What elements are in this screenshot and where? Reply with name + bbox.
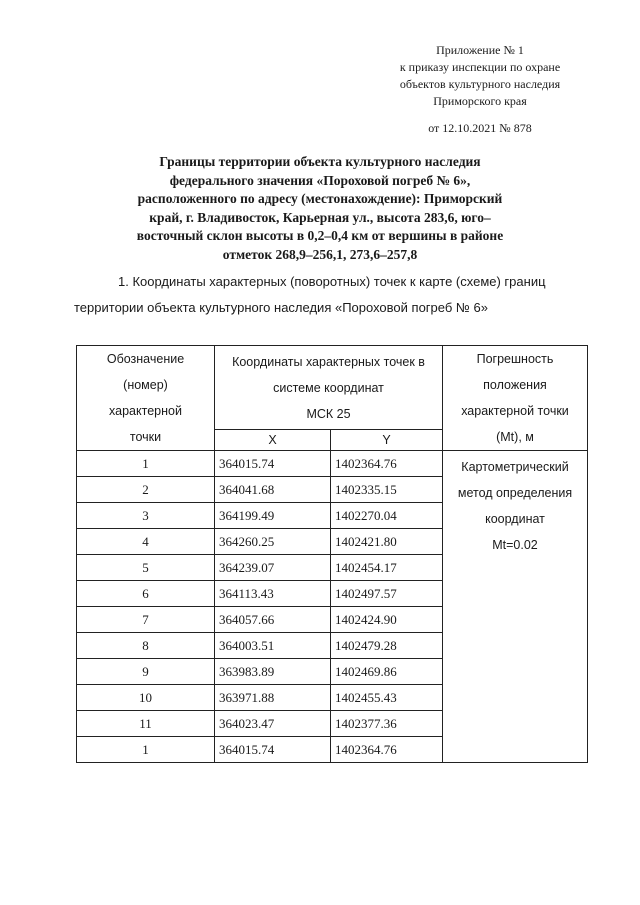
point-number: 3 xyxy=(77,503,215,529)
error-line: координат xyxy=(485,512,545,526)
header-y: Y xyxy=(331,430,443,451)
appendix-line: к приказу инспекции по охране xyxy=(399,60,561,74)
point-number: 4 xyxy=(77,529,215,555)
point-number: 5 xyxy=(77,555,215,581)
header-coordinates xyxy=(215,346,443,430)
coord-y: 1402479.28 xyxy=(331,633,443,659)
coord-x: 364015.74 xyxy=(215,737,331,763)
point-number: 8 xyxy=(77,633,215,659)
title-line: федерального значения «Пороховой погреб № 6», xyxy=(169,172,471,188)
title-line: отметок 268,9–256,1, 273,6–257,8 xyxy=(222,246,418,262)
point-number: 1 xyxy=(77,737,215,763)
coord-y: 1402424.90 xyxy=(331,607,443,633)
appendix-line: Приложение № 1 xyxy=(436,43,524,57)
point-number: 11 xyxy=(77,711,215,737)
coord-y: 1402497.57 xyxy=(331,581,443,607)
coord-y: 1402377.36 xyxy=(331,711,443,737)
coord-y: 1402270.04 xyxy=(331,503,443,529)
header-line: (Mt), м xyxy=(496,430,534,444)
title-line: восточный склон высоты в 0,2–0,4 км от вершины в районе xyxy=(136,228,504,243)
table-row xyxy=(77,451,588,477)
title-line: Границы территории объекта культурного наследия xyxy=(159,154,481,169)
coord-x: 364003.51 xyxy=(215,633,331,659)
appendix-line: Приморского края xyxy=(433,94,527,108)
coord-y: 1402364.76 xyxy=(331,737,443,763)
header-line: Координаты характерных точек в xyxy=(232,354,425,369)
appendix-header xyxy=(380,42,580,137)
coordinates-table xyxy=(76,345,588,763)
header-point-number xyxy=(77,346,215,451)
error-line: Картометрический xyxy=(461,460,569,474)
title-line: край, г. Владивосток, Карьерная ул., высота 283,6, юго– xyxy=(149,209,491,225)
coord-x: 364239.07 xyxy=(215,555,331,581)
coord-x: 363983.89 xyxy=(215,659,331,685)
header-line: точки xyxy=(129,430,162,444)
coord-x: 364057.66 xyxy=(215,607,331,633)
coord-y: 1402364.76 xyxy=(331,451,443,477)
coord-y: 1402455.43 xyxy=(331,685,443,711)
header-error xyxy=(443,346,588,451)
coord-x: 364260.25 xyxy=(215,529,331,555)
header-line: Погрешность xyxy=(476,352,554,366)
header-line: характерной точки xyxy=(461,404,569,418)
header-line: системе координат xyxy=(273,380,384,395)
coord-x: 364199.49 xyxy=(215,503,331,529)
header-line: положения xyxy=(483,378,547,392)
point-number: 6 xyxy=(77,581,215,607)
header-line: Обозначение xyxy=(106,352,185,366)
error-line: метод определения xyxy=(457,486,573,500)
coord-x: 363971.88 xyxy=(215,685,331,711)
point-number: 7 xyxy=(77,607,215,633)
title-line: расположенного по адресу (местонахождение): Приморский xyxy=(137,191,503,206)
point-number: 10 xyxy=(77,685,215,711)
point-number: 9 xyxy=(77,659,215,685)
point-number: 1 xyxy=(77,451,215,477)
coord-y: 1402469.86 xyxy=(331,659,443,685)
header-line: (номер) xyxy=(123,378,168,392)
section-paragraph xyxy=(74,269,594,321)
paragraph-line: территории объекта культурного наследия «Пороховой погреб № 6» xyxy=(74,300,488,315)
header-x: X xyxy=(215,430,331,451)
header-line: характерной xyxy=(109,404,182,418)
header-line: МСК 25 xyxy=(306,406,351,421)
error-cell xyxy=(443,451,588,763)
document-title xyxy=(100,153,540,264)
coord-x: 364015.74 xyxy=(215,451,331,477)
coord-y: 1402421.80 xyxy=(331,529,443,555)
point-number: 2 xyxy=(77,477,215,503)
coord-x: 364041.68 xyxy=(215,477,331,503)
paragraph-line: 1. Координаты характерных (поворотных) точек к карте (схеме) границ xyxy=(118,274,546,289)
coord-x: 364023.47 xyxy=(215,711,331,737)
coord-x: 364113.43 xyxy=(215,581,331,607)
appendix-line: объектов культурного наследия xyxy=(399,77,561,91)
coord-y: 1402335.15 xyxy=(331,477,443,503)
error-line: Mt=0.02 xyxy=(492,538,538,552)
coord-y: 1402454.17 xyxy=(331,555,443,581)
appendix-date: от 12.10.2021 № 878 xyxy=(428,121,532,135)
